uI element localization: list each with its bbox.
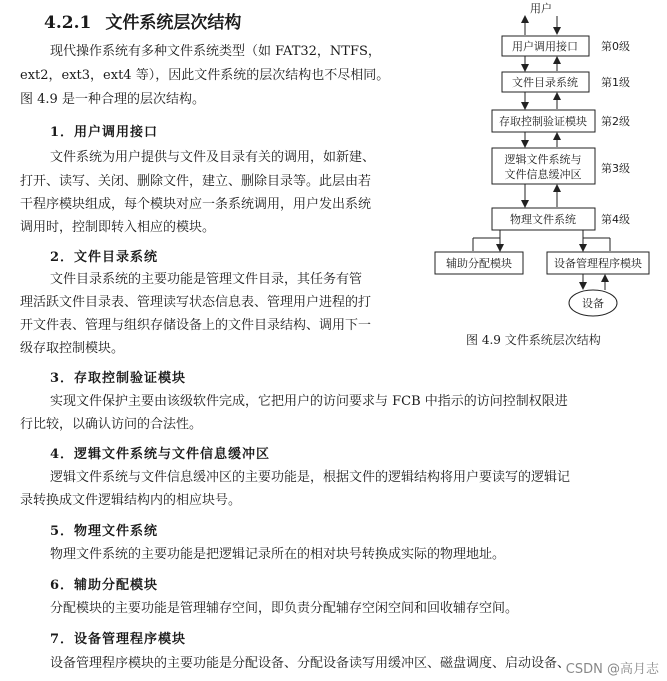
level-label-0: 第0级 [601,40,630,53]
box-label-device-mgr: 设备管理程序模块 [554,257,642,270]
heading-directory-system: 2．文件目录系统 [50,250,159,265]
s1-line-2: 干程序模块组成，每个模块对应一条系统调用，用户发出系统 [20,197,372,212]
s7-line-0: 设备管理程序模块的主要功能是分配设备、分配设备读写用缓冲区、磁盘调度、启动设备、 [50,656,571,671]
heading-device-manager: 7．设备管理程序模块 [50,632,187,647]
heading-access-control: 3．存取控制验证模块 [50,371,187,386]
box-label-level3b: 文件信息缓冲区 [504,168,582,181]
figure-layer-diagram [425,0,665,330]
section-title-text: 文件系统层次结构 [105,13,242,33]
s2-line-2: 开文件表、管理与组织存储设备上的文件目录结构、调用下一 [20,318,372,333]
box-label-level3a: 逻辑文件系统与 [504,153,582,166]
intro-line-2: 图 4.9 是一种合理的层次结构。 [20,92,205,107]
intro-line-1: ext2，ext3，ext4 等），因此文件系统的层次结构也不尽相同。 [20,68,390,83]
level-label-2: 第2级 [601,115,630,128]
s4-line-1: 录转换成文件逻辑结构内的相应块号。 [20,493,242,508]
box-label-aux-alloc: 辅助分配模块 [446,257,512,270]
s1-line-1: 打开、读写、关闭、删除文件，建立、删除目录等。此层由若 [20,174,372,189]
level-label-1: 第1级 [601,76,630,89]
s5-line-0: 物理文件系统的主要功能是把逻辑记录所在的相对块号转换成实际的物理地址。 [50,547,506,562]
s2-line-3: 级存取控制模块。 [20,341,125,356]
s4-line-0: 逻辑文件系统与文件信息缓冲区的主要功能是，根据文件的逻辑结构将用户要读写的逻辑记 [50,470,571,485]
figure-caption: 图 4.9 文件系统层次结构 [466,333,601,347]
s2-line-1: 理活跃文件目录表、管理读写状态信息表、管理用户进程的打 [20,295,372,310]
s6-line-0: 分配模块的主要功能是管理辅存空间，即负责分配辅存空闲空间和回收辅存空间。 [50,601,519,616]
figure-user-label: 用户 [530,2,552,15]
s1-line-3: 调用时，控制即转入相应的模块。 [20,220,216,235]
device-label: 设备 [582,297,604,310]
heading-aux-allocation: 6．辅助分配模块 [50,578,159,593]
heading-user-interface: 1．用户调用接口 [50,125,159,140]
box-label-level2: 存取控制验证模块 [499,115,587,128]
level-label-4: 第4级 [601,213,630,226]
s2-line-0: 文件目录系统的主要功能是管理文件目录，其任务有管 [50,272,363,287]
s3-line-0: 实现文件保护主要由该级软件完成，它把用户的访问要求与 FCB 中指示的访问控制权限进 [50,394,568,409]
section-title [44,8,241,33]
box-label-level4: 物理文件系统 [510,213,576,226]
box-label-level1: 文件目录系统 [512,76,578,89]
level-label-3: 第3级 [601,162,630,175]
heading-physical-fs: 5．物理文件系统 [50,524,159,539]
watermark: CSDN @高月志 [565,662,659,677]
section-number: 4.2.1 [44,13,92,33]
box-label-level0: 用户调用接口 [512,40,578,53]
s3-line-1: 行比较，以确认访问的合法性。 [20,417,203,432]
s1-line-0: 文件系统为用户提供与文件及目录有关的调用，如新建、 [50,150,376,165]
heading-logical-fs: 4．逻辑文件系统与文件信息缓冲区 [50,447,271,462]
intro-line-0: 现代操作系统有多种文件系统类型（如 FAT32，NTFS， [50,44,381,59]
